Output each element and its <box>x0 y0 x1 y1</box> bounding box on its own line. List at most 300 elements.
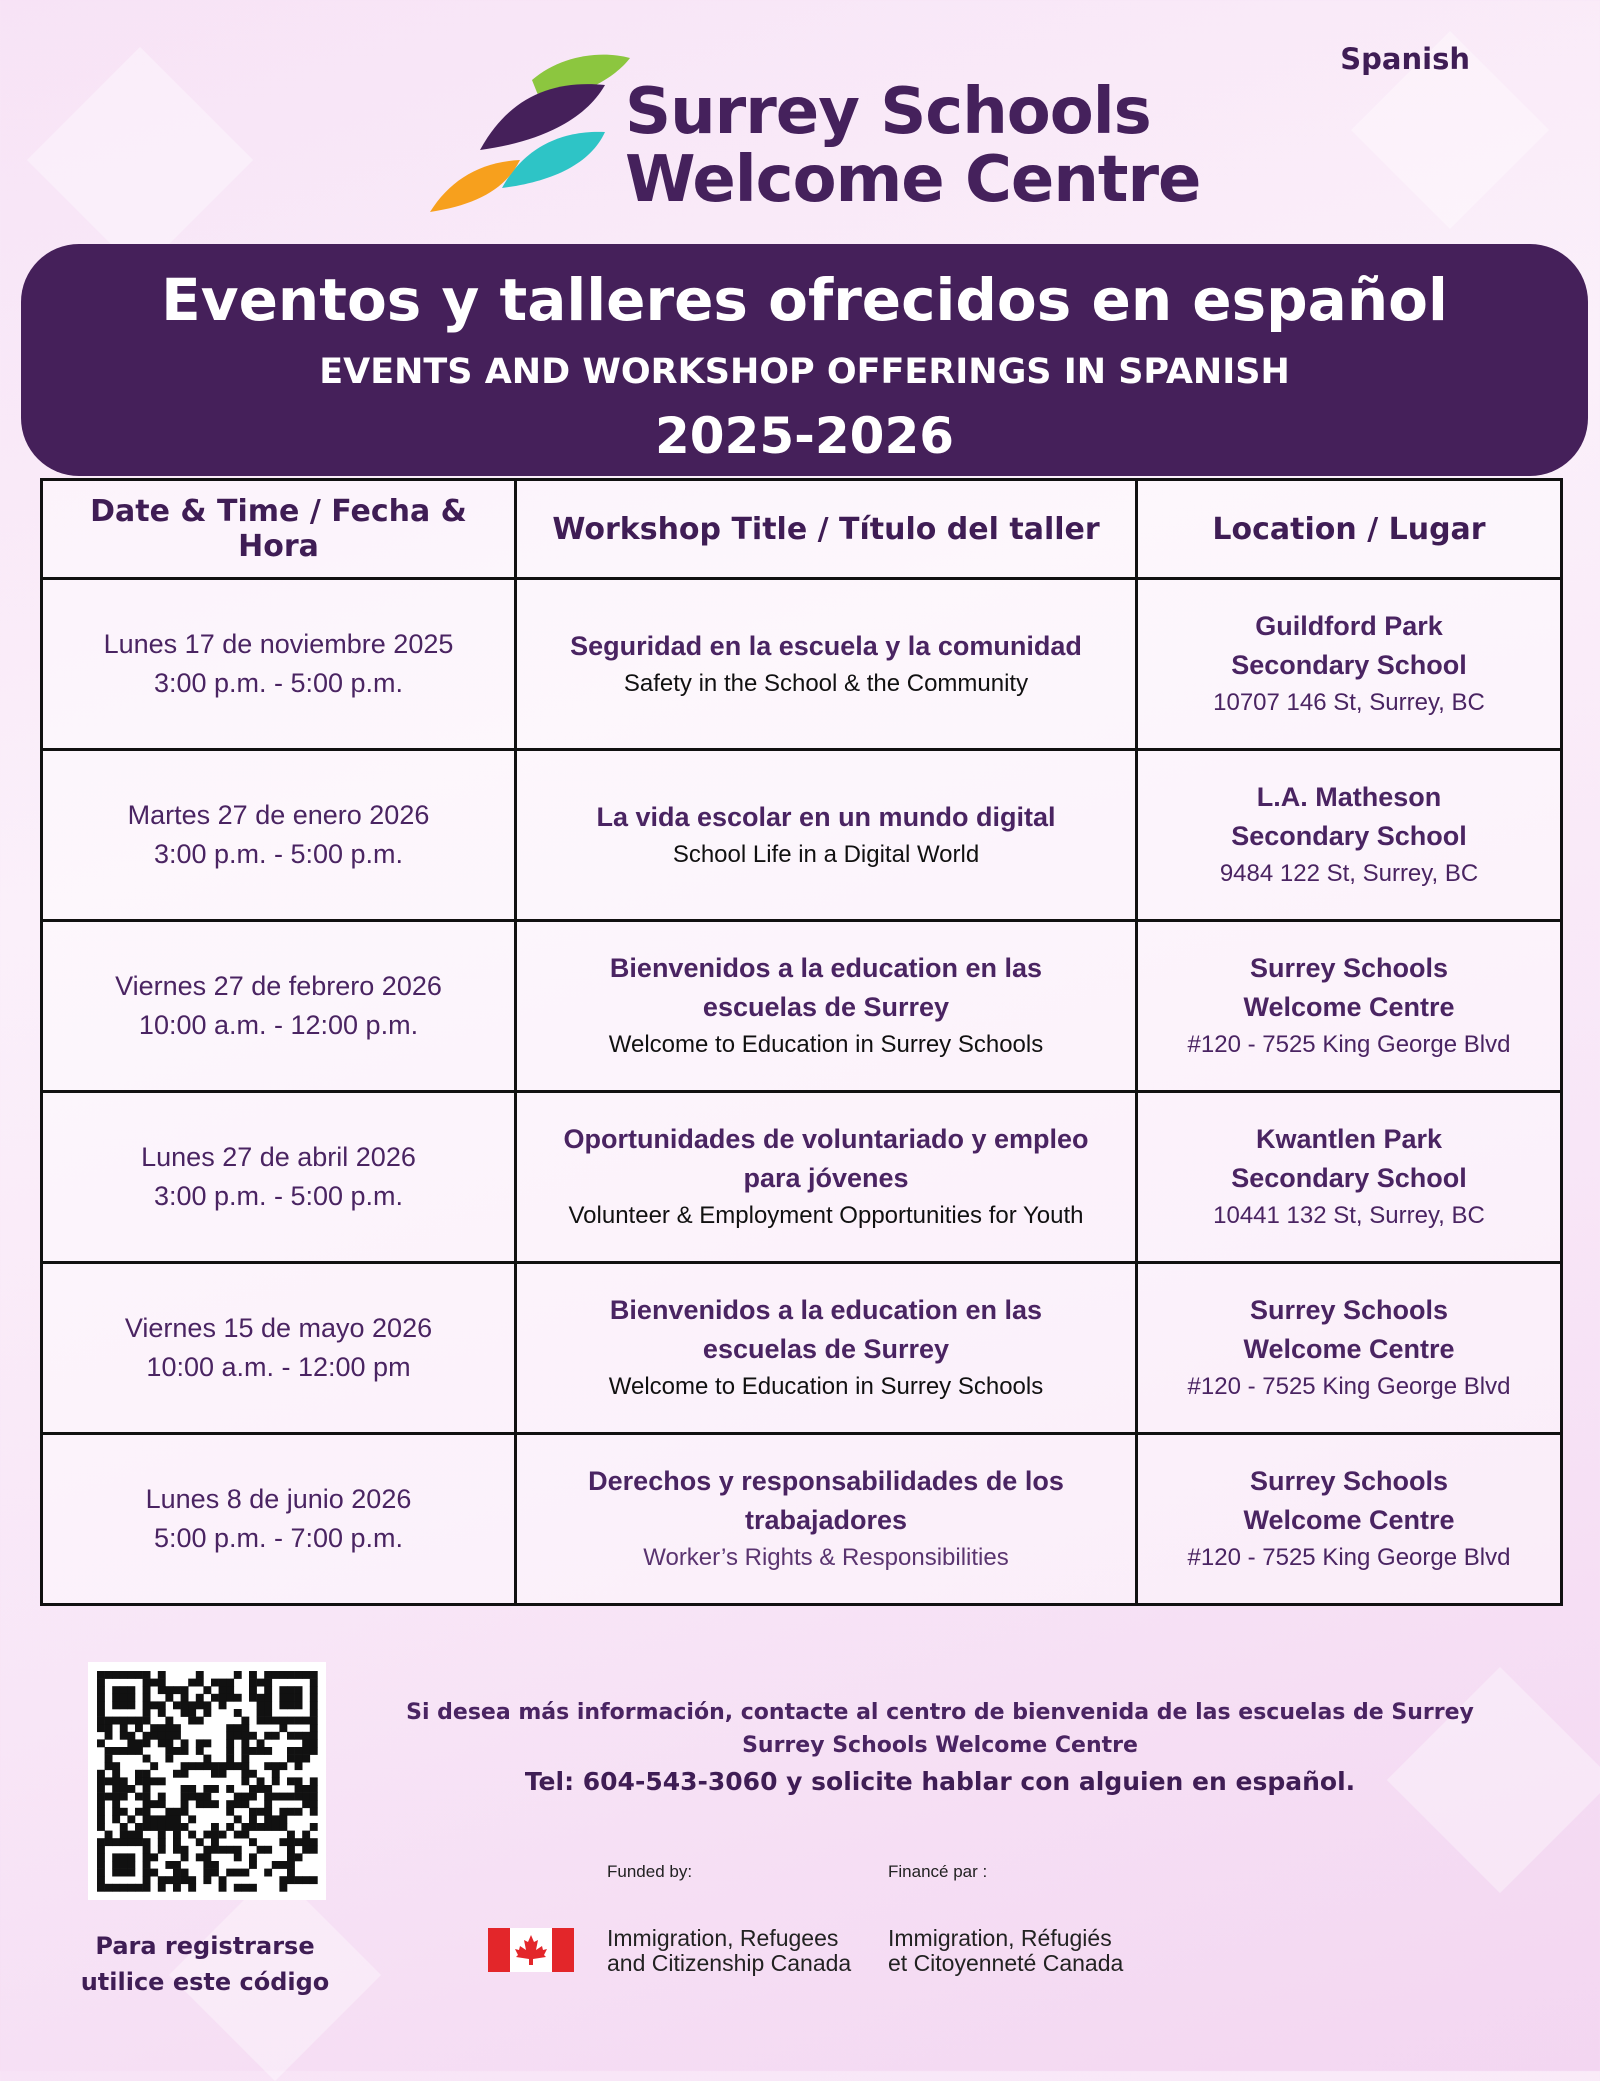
location-cell <box>1137 579 1562 750</box>
qr-module <box>127 1717 135 1725</box>
title-cell <box>516 1434 1137 1605</box>
qr-module <box>234 1853 242 1861</box>
qr-module <box>249 1838 257 1846</box>
qr-module <box>302 1831 310 1839</box>
event-time: 5:00 p.m. - 7:00 p.m. <box>153 1523 404 1553</box>
contact-line-1: Si desea más información, contacte al centro de bienvenida de las escuelas de Surrey <box>406 1700 1474 1725</box>
qr-module <box>211 1770 219 1778</box>
qr-module <box>203 1686 211 1694</box>
table-row <box>42 579 1562 750</box>
column-header-date: Date & Time / Fecha & Hora <box>42 480 516 579</box>
qr-module <box>105 1793 113 1801</box>
qr-module <box>105 1884 113 1892</box>
event-date: Viernes 15 de mayo 2026 <box>124 1313 433 1343</box>
qr-module <box>249 1694 257 1702</box>
qr-module <box>310 1701 318 1709</box>
qr-module <box>181 1853 189 1861</box>
date-cell <box>42 1092 516 1263</box>
qr-module <box>181 1869 189 1877</box>
qr-module <box>257 1739 265 1747</box>
qr-module <box>203 1762 211 1770</box>
qr-module <box>135 1777 143 1785</box>
qr-module <box>310 1808 318 1816</box>
qr-module <box>203 1876 211 1884</box>
qr-module <box>165 1861 173 1869</box>
qr-module <box>165 1732 173 1740</box>
location-name: Welcome Centre <box>1243 992 1455 1022</box>
qr-module <box>181 1793 189 1801</box>
qr-module <box>97 1777 105 1785</box>
agency-name-en-line-2: and Citizenship Canada <box>607 1950 852 1976</box>
event-date: Lunes 8 de junio 2026 <box>145 1484 412 1514</box>
qr-module <box>257 1823 265 1831</box>
qr-module <box>112 1800 120 1808</box>
qr-module <box>173 1732 181 1740</box>
qr-module <box>188 1884 196 1892</box>
qr-module <box>287 1793 295 1801</box>
title-banner <box>21 244 1588 476</box>
qr-module <box>287 1808 295 1816</box>
qr-module <box>165 1724 173 1732</box>
qr-module <box>272 1861 280 1869</box>
qr-module <box>158 1800 166 1808</box>
qr-module <box>135 1747 143 1755</box>
qr-module <box>196 1739 204 1747</box>
qr-module <box>120 1694 128 1702</box>
contact-line-2: Surrey Schools Welcome Centre <box>742 1733 1138 1758</box>
qr-module <box>173 1876 181 1884</box>
qr-module <box>272 1777 280 1785</box>
qr-module <box>135 1838 143 1846</box>
event-date: Lunes 17 de noviembre 2025 <box>103 629 454 659</box>
qr-module <box>143 1823 151 1831</box>
qr-module <box>234 1815 242 1823</box>
workshop-title-en: School Life in a Digital World <box>672 840 980 868</box>
qr-module <box>158 1739 166 1747</box>
qr-module <box>150 1679 158 1687</box>
qr-module <box>127 1869 135 1877</box>
qr-module <box>295 1838 303 1846</box>
qr-module <box>97 1717 105 1725</box>
qr-module <box>158 1709 166 1717</box>
qr-module <box>226 1739 234 1747</box>
qr-module <box>241 1762 249 1770</box>
qr-module <box>211 1861 219 1869</box>
qr-module <box>196 1838 204 1846</box>
qr-module <box>241 1739 249 1747</box>
qr-module <box>241 1884 249 1892</box>
schedule-table <box>40 478 1563 1606</box>
qr-module <box>310 1800 318 1808</box>
qr-module <box>173 1846 181 1854</box>
qr-module <box>97 1694 105 1702</box>
qr-module <box>158 1793 166 1801</box>
qr-module <box>120 1884 128 1892</box>
qr-module <box>120 1717 128 1725</box>
qr-module <box>203 1755 211 1763</box>
qr-module <box>158 1777 166 1785</box>
qr-module <box>127 1694 135 1702</box>
qr-module <box>181 1876 189 1884</box>
qr-module <box>135 1823 143 1831</box>
qr-module <box>249 1671 257 1679</box>
agency-name-en <box>607 1926 851 1976</box>
qr-module <box>279 1815 287 1823</box>
qr-module <box>272 1762 280 1770</box>
qr-module <box>287 1846 295 1854</box>
location-name: Secondary School <box>1231 650 1467 680</box>
qr-module <box>97 1724 105 1732</box>
qr-module <box>143 1770 151 1778</box>
qr-module <box>287 1694 295 1702</box>
qr-module <box>249 1686 257 1694</box>
qr-module <box>249 1785 257 1793</box>
qr-module <box>241 1724 249 1732</box>
qr-module <box>97 1686 105 1694</box>
qr-module <box>302 1739 310 1747</box>
qr-module <box>249 1770 257 1778</box>
qr-module <box>310 1876 318 1884</box>
qr-module <box>272 1823 280 1831</box>
location-name: Secondary School <box>1231 1163 1467 1193</box>
workshop-title-es: Derechos y responsabilidades de los <box>588 1466 1064 1496</box>
qr-module <box>249 1808 257 1816</box>
qr-module <box>120 1671 128 1679</box>
qr-module <box>188 1717 196 1725</box>
qr-module <box>112 1884 120 1892</box>
qr-module <box>264 1671 272 1679</box>
qr-module <box>295 1777 303 1785</box>
qr-module <box>203 1701 211 1709</box>
qr-module <box>196 1853 204 1861</box>
qr-module <box>287 1732 295 1740</box>
qr-module <box>105 1732 113 1740</box>
qr-module <box>257 1694 265 1702</box>
table-row <box>42 750 1562 921</box>
registration-qr-code[interactable] <box>88 1662 326 1900</box>
qr-module <box>97 1846 105 1854</box>
qr-module <box>279 1724 287 1732</box>
qr-module <box>211 1679 219 1687</box>
qr-module <box>127 1747 135 1755</box>
qr-module <box>196 1694 204 1702</box>
date-cell <box>42 579 516 750</box>
qr-module <box>127 1785 135 1793</box>
qr-module <box>127 1671 135 1679</box>
qr-module <box>112 1861 120 1869</box>
qr-module <box>173 1869 181 1877</box>
qr-module <box>127 1701 135 1709</box>
qr-caption-line-1: Para registrarse <box>95 1932 315 1960</box>
qr-module <box>295 1732 303 1740</box>
qr-module <box>127 1739 135 1747</box>
qr-module <box>120 1861 128 1869</box>
qr-module <box>158 1831 166 1839</box>
qr-module <box>234 1724 242 1732</box>
qr-module <box>264 1694 272 1702</box>
qr-module <box>165 1717 173 1725</box>
qr-module <box>173 1808 181 1816</box>
qr-module <box>188 1679 196 1687</box>
qr-module <box>219 1686 227 1694</box>
qr-module <box>295 1808 303 1816</box>
qr-module <box>241 1755 249 1763</box>
workshop-title-en: Welcome to Education in Surrey Schools <box>608 1373 1044 1400</box>
qr-module <box>143 1815 151 1823</box>
table-row <box>42 1434 1562 1605</box>
canada-flag-icon <box>488 1928 574 1972</box>
agency-name-en-line-1: Immigration, Refugees <box>607 1925 839 1951</box>
qr-module <box>302 1838 310 1846</box>
qr-module <box>257 1701 265 1709</box>
qr-module <box>188 1701 196 1709</box>
location-address: #120 - 7525 King George Blvd <box>1187 1031 1511 1058</box>
qr-module <box>226 1846 234 1854</box>
title-cell <box>516 579 1137 750</box>
qr-module <box>226 1869 234 1877</box>
language-tag: Spanish <box>1340 42 1470 76</box>
qr-module <box>135 1717 143 1725</box>
qr-module <box>120 1869 128 1877</box>
workshop-title-es: trabajadores <box>744 1505 908 1535</box>
qr-module <box>97 1853 105 1861</box>
qr-module <box>105 1717 113 1725</box>
qr-module <box>249 1853 257 1861</box>
qr-module <box>295 1701 303 1709</box>
qr-module <box>150 1869 158 1877</box>
qr-module <box>241 1800 249 1808</box>
date-cell <box>42 1263 516 1434</box>
qr-module <box>127 1815 135 1823</box>
qr-module <box>310 1793 318 1801</box>
qr-module <box>302 1755 310 1763</box>
qr-module <box>226 1800 234 1808</box>
qr-module <box>241 1770 249 1778</box>
qr-module <box>257 1717 265 1725</box>
qr-module <box>158 1884 166 1892</box>
qr-module <box>105 1724 113 1732</box>
location-cell <box>1137 921 1562 1092</box>
qr-module <box>272 1717 280 1725</box>
qr-module <box>105 1777 113 1785</box>
qr-module <box>257 1747 265 1755</box>
event-date: Martes 27 de enero 2026 <box>127 800 430 830</box>
qr-module <box>165 1815 173 1823</box>
qr-module <box>181 1808 189 1816</box>
qr-module <box>188 1762 196 1770</box>
qr-module <box>181 1686 189 1694</box>
workshop-title-en: Volunteer & Employment Opportunities for Youth <box>568 1202 1084 1229</box>
qr-module <box>279 1694 287 1702</box>
qr-module <box>203 1793 211 1801</box>
qr-module <box>196 1701 204 1709</box>
qr-module <box>135 1724 143 1732</box>
qr-module <box>295 1671 303 1679</box>
qr-module <box>310 1747 318 1755</box>
qr-module <box>105 1671 113 1679</box>
qr-module <box>158 1846 166 1854</box>
qr-module <box>295 1793 303 1801</box>
qr-module <box>143 1793 151 1801</box>
logo-mark-icon <box>420 50 640 220</box>
qr-module <box>287 1717 295 1725</box>
qr-module <box>105 1762 113 1770</box>
qr-module <box>143 1732 151 1740</box>
workshop-title-en: Welcome to Education in Surrey Schools <box>608 1031 1044 1058</box>
qr-module <box>173 1861 181 1869</box>
qr-module <box>310 1739 318 1747</box>
qr-module <box>219 1679 227 1687</box>
qr-module <box>287 1831 295 1839</box>
qr-module <box>219 1846 227 1854</box>
qr-module <box>241 1823 249 1831</box>
qr-module <box>272 1770 280 1778</box>
qr-module <box>234 1884 242 1892</box>
location-address: 10707 146 St, Surrey, BC <box>1213 689 1485 716</box>
qr-module <box>165 1876 173 1884</box>
qr-module <box>150 1762 158 1770</box>
qr-module <box>165 1747 173 1755</box>
qr-module <box>241 1777 249 1785</box>
qr-module <box>188 1876 196 1884</box>
qr-module <box>165 1808 173 1816</box>
qr-module <box>127 1884 135 1892</box>
qr-module <box>181 1770 189 1778</box>
qr-module <box>143 1876 151 1884</box>
qr-module <box>257 1777 265 1785</box>
qr-module <box>196 1717 204 1725</box>
qr-module <box>279 1876 287 1884</box>
workshop-title-es: escuelas de Surrey <box>702 1334 950 1364</box>
qr-module <box>257 1846 265 1854</box>
qr-caption <box>70 1928 340 2000</box>
qr-module <box>310 1679 318 1687</box>
workshop-title-en: Safety in the School & the Community <box>623 669 1029 697</box>
qr-module <box>135 1808 143 1816</box>
qr-module <box>143 1861 151 1869</box>
qr-module <box>97 1800 105 1808</box>
qr-module <box>203 1800 211 1808</box>
qr-module <box>264 1793 272 1801</box>
qr-module <box>295 1747 303 1755</box>
qr-module <box>127 1686 135 1694</box>
qr-module <box>188 1709 196 1717</box>
location-address: #120 - 7525 King George Blvd <box>1187 1544 1511 1571</box>
qr-module <box>135 1739 143 1747</box>
qr-module <box>295 1686 303 1694</box>
qr-module <box>295 1853 303 1861</box>
qr-module <box>97 1709 105 1717</box>
qr-module <box>249 1793 257 1801</box>
qr-module <box>302 1876 310 1884</box>
qr-module <box>241 1747 249 1755</box>
qr-module <box>310 1724 318 1732</box>
qr-module <box>120 1724 128 1732</box>
qr-module <box>287 1777 295 1785</box>
qr-module <box>249 1747 257 1755</box>
qr-module <box>127 1838 135 1846</box>
qr-module <box>196 1747 204 1755</box>
qr-module <box>112 1793 120 1801</box>
qr-module <box>188 1815 196 1823</box>
qr-module <box>203 1861 211 1869</box>
qr-module <box>272 1671 280 1679</box>
location-address: 9484 122 St, Surrey, BC <box>1219 860 1479 887</box>
qr-module <box>165 1739 173 1747</box>
date-cell <box>42 750 516 921</box>
location-cell <box>1137 750 1562 921</box>
qr-code-icon <box>88 1662 326 1900</box>
qr-module <box>264 1869 272 1877</box>
qr-module <box>97 1679 105 1687</box>
qr-module <box>264 1808 272 1816</box>
qr-module <box>143 1785 151 1793</box>
qr-module <box>150 1800 158 1808</box>
qr-module <box>302 1793 310 1801</box>
qr-module <box>112 1686 120 1694</box>
qr-module <box>112 1869 120 1877</box>
title-cell <box>516 921 1137 1092</box>
school-year: 2025-2026 <box>654 407 955 465</box>
qr-module <box>135 1770 143 1778</box>
qr-module <box>173 1686 181 1694</box>
qr-module <box>112 1853 120 1861</box>
qr-module <box>158 1686 166 1694</box>
qr-module <box>211 1831 219 1839</box>
qr-module <box>249 1861 257 1869</box>
qr-module <box>234 1762 242 1770</box>
agency-name-fr <box>888 1926 1123 1976</box>
qr-module <box>196 1793 204 1801</box>
qr-module <box>295 1785 303 1793</box>
qr-module <box>287 1853 295 1861</box>
qr-module <box>302 1800 310 1808</box>
qr-module <box>143 1869 151 1877</box>
qr-module <box>165 1823 173 1831</box>
contact-phone: Tel: 604-543-3060 y solicite hablar con alguien en español. <box>524 1767 1356 1796</box>
table-row <box>42 921 1562 1092</box>
column-header-title: Workshop Title / Título del taller <box>516 480 1137 579</box>
qr-module <box>310 1846 318 1854</box>
qr-module <box>234 1793 242 1801</box>
workshop-title-es: Oportunidades de voluntariado y empleo <box>563 1124 1089 1154</box>
qr-module <box>234 1846 242 1854</box>
event-time: 3:00 p.m. - 5:00 p.m. <box>153 668 404 698</box>
qr-module <box>143 1800 151 1808</box>
qr-module <box>287 1869 295 1877</box>
qr-module <box>181 1709 189 1717</box>
qr-module <box>234 1732 242 1740</box>
qr-module <box>257 1808 265 1816</box>
qr-module <box>279 1686 287 1694</box>
qr-module <box>97 1701 105 1709</box>
qr-module <box>97 1785 105 1793</box>
qr-module <box>295 1694 303 1702</box>
location-name: Welcome Centre <box>1243 1334 1455 1364</box>
qr-module <box>150 1823 158 1831</box>
location-name: Surrey Schools <box>1249 1295 1449 1325</box>
location-name: Surrey Schools <box>1249 953 1449 983</box>
qr-module <box>279 1762 287 1770</box>
qr-module <box>97 1808 105 1816</box>
qr-module <box>234 1800 242 1808</box>
qr-module <box>310 1785 318 1793</box>
qr-module <box>203 1785 211 1793</box>
qr-module <box>295 1762 303 1770</box>
qr-module <box>287 1747 295 1755</box>
qr-module <box>279 1701 287 1709</box>
qr-module <box>249 1679 257 1687</box>
